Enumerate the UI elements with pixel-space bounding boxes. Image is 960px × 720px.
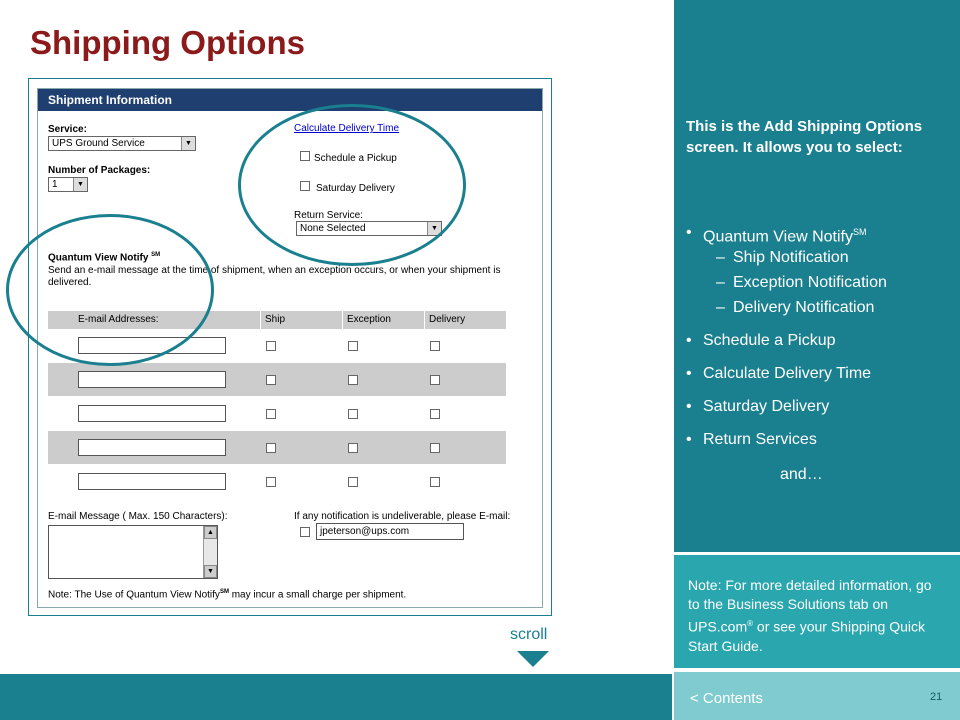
and-text: and… xyxy=(780,466,823,483)
ship-checkbox[interactable] xyxy=(266,443,276,453)
service-value: UPS Ground Service xyxy=(52,138,145,149)
intro-text: This is the Add Shipping Options screen. It allows you to select: xyxy=(686,118,923,156)
delivery-checkbox[interactable] xyxy=(430,375,440,385)
service-label: Service: xyxy=(48,124,87,135)
packages-value: 1 xyxy=(52,179,58,190)
table-row xyxy=(48,431,506,464)
col-delivery: Delivery xyxy=(424,311,506,329)
scroll-label: scroll xyxy=(510,626,548,643)
email-message-label: E-mail Message ( Max. 150 Characters): xyxy=(48,511,228,522)
exception-checkbox[interactable] xyxy=(348,477,358,487)
footer-note-sup: SM xyxy=(219,589,229,595)
contents-link[interactable]: < Contents xyxy=(690,690,763,707)
email-input[interactable] xyxy=(78,473,226,490)
list-subitem: – Ship Notification xyxy=(686,245,946,270)
table-row xyxy=(48,363,506,396)
page-number: 21 xyxy=(930,691,943,703)
email-input[interactable] xyxy=(78,405,226,422)
return-service-value: None Selected xyxy=(300,223,366,234)
scroll-down-icon[interactable]: ▼ xyxy=(204,565,217,578)
email-input[interactable] xyxy=(78,439,226,456)
col-email: E-mail Addresses: xyxy=(78,314,159,325)
footer-note-prefix: Note: The Use of Quantum View Notify xyxy=(48,589,220,601)
qvn-sup: SM xyxy=(151,252,161,258)
bottom-bar xyxy=(0,674,672,720)
down-arrow-icon[interactable] xyxy=(517,651,549,667)
note-reg: ® xyxy=(747,619,754,628)
list-subitem: – Exception Notification xyxy=(686,270,946,295)
page-title: Shipping Options xyxy=(30,24,305,61)
schedule-pickup-label: Schedule a Pickup xyxy=(314,153,397,164)
highlight-circle-qvn xyxy=(6,214,214,366)
quantum-sup: SM xyxy=(853,227,867,237)
exception-checkbox[interactable] xyxy=(348,341,358,351)
undeliverable-label: If any notification is undeliverable, please E-mail: xyxy=(294,511,511,522)
delivery-checkbox[interactable] xyxy=(430,477,440,487)
exception-checkbox[interactable] xyxy=(348,409,358,419)
undeliverable-email-value: jpeterson@ups.com xyxy=(320,526,410,537)
note-prefix: Note: For more detailed information, go to the Business Solutions tab on UPS.com xyxy=(688,577,932,635)
undeliverable-checkbox[interactable] xyxy=(300,527,310,537)
calculate-delivery-link[interactable]: Calculate Delivery Time xyxy=(294,123,400,134)
service-select[interactable] xyxy=(48,136,196,151)
quantum-label: Quantum View Notify xyxy=(703,228,853,246)
list-subitem: – Delivery Notification xyxy=(686,295,946,320)
table-row xyxy=(48,397,506,430)
col-ship: Ship xyxy=(260,311,342,329)
packages-select[interactable] xyxy=(48,177,88,192)
list-item: • Schedule a Pickup xyxy=(686,328,946,353)
email-input[interactable] xyxy=(78,371,226,388)
footer-note-suffix: may incur a small charge per shipment. xyxy=(228,589,407,601)
note-suffix: or see your Shipping Quick Start Guide. xyxy=(688,618,926,654)
form-header: Shipment Information xyxy=(38,89,542,111)
scroll-up-icon[interactable]: ▲ xyxy=(204,526,217,539)
qvn-title-text: Quantum View Notify xyxy=(48,252,149,264)
ship-checkbox[interactable] xyxy=(266,477,276,487)
dropdown-arrow-icon: ▼ xyxy=(427,222,441,235)
form-footer-note xyxy=(48,589,406,600)
options-list xyxy=(686,220,946,452)
ship-checkbox[interactable] xyxy=(266,341,276,351)
exception-checkbox[interactable] xyxy=(348,443,358,453)
dropdown-arrow-icon: ▼ xyxy=(73,178,87,191)
list-item xyxy=(686,220,946,245)
col-exception: Exception xyxy=(342,311,424,329)
textarea-scrollbar[interactable] xyxy=(203,526,217,578)
table-row xyxy=(48,465,506,498)
undeliverable-email-input[interactable] xyxy=(316,523,464,540)
saturday-delivery-label: Saturday Delivery xyxy=(316,183,395,194)
dropdown-arrow-icon: ▼ xyxy=(181,137,195,150)
highlight-circle-options xyxy=(238,104,466,266)
exception-checkbox[interactable] xyxy=(348,375,358,385)
delivery-checkbox[interactable] xyxy=(430,409,440,419)
note-text xyxy=(688,576,938,656)
qvn-description: Send an e-mail message at the time of shipment, when an exception occurs, or when your shipment is delivered. xyxy=(48,265,501,288)
list-item: • Return Services xyxy=(686,427,946,452)
list-item: • Saturday Delivery xyxy=(686,394,946,419)
ship-checkbox[interactable] xyxy=(266,409,276,419)
ship-checkbox[interactable] xyxy=(266,375,276,385)
return-service-label: Return Service: xyxy=(294,210,363,221)
delivery-checkbox[interactable] xyxy=(430,341,440,351)
packages-label: Number of Packages: xyxy=(48,165,151,176)
list-item: • Calculate Delivery Time xyxy=(686,361,946,386)
delivery-checkbox[interactable] xyxy=(430,443,440,453)
email-message-textarea[interactable] xyxy=(48,525,218,579)
